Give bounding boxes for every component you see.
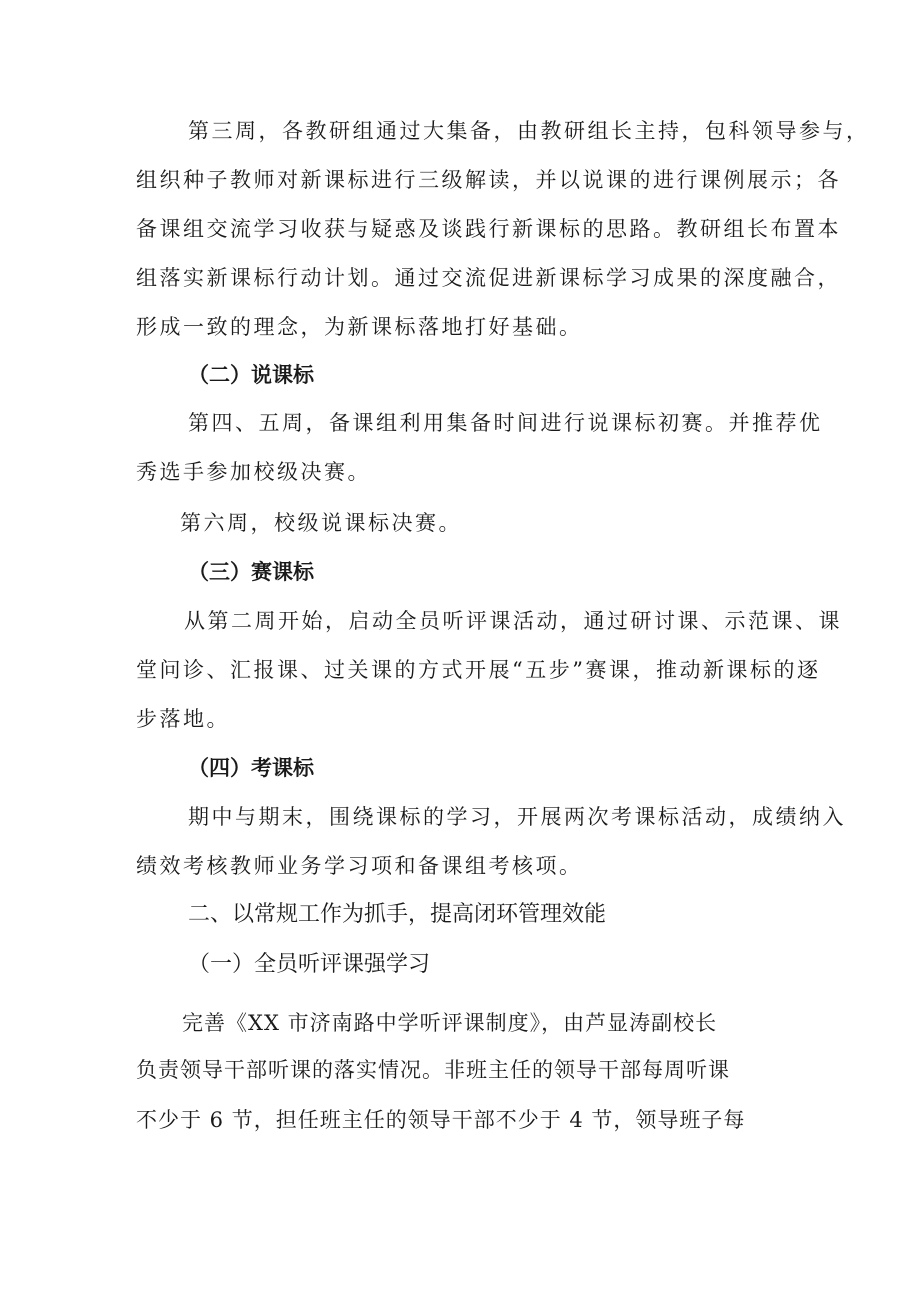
paragraph-line: 从第二周开始，启动全员听评课活动，通过研讨课、示范课、课	[184, 609, 842, 633]
paragraph-line: 完善《XX 市济南路中学听评课制度》，由芦显涛副校长	[182, 1011, 718, 1035]
paragraph-line: 第四、五周，备课组利用集备时间进行说课标初赛。并推荐优	[188, 411, 823, 435]
paragraph-line: 组织种子教师对新课标进行三级解读，并以说课的进行课例展示；各	[136, 168, 841, 192]
paragraph-line: 备课组交流学习收获与疑惑及谈践行新课标的思路。教研组长布置本	[136, 217, 841, 241]
subheading-sai-kebiao: （三）赛课标	[188, 560, 314, 584]
paragraph-line: 负责领导干部听课的落实情况。非班主任的领导干部每周听课	[136, 1058, 730, 1082]
subheading-tingping: （一）全员听评课强学习	[188, 952, 431, 977]
paragraph-line: 秀选手参加校级决赛。	[136, 460, 371, 484]
paragraph-line: 组落实新课标行动计划。通过交流促进新课标学习成果的深度融合，	[136, 266, 841, 290]
paragraph-line: 步落地。	[136, 707, 230, 731]
subheading-kao-kebiao: （四）考课标	[188, 756, 314, 780]
paragraph-line: 绩效考核教师业务学习项和备课组考核项。	[136, 854, 583, 878]
paragraph-line: 期中与期末，围绕课标的学习，开展两次考课标活动，成绩纳入	[188, 805, 846, 829]
paragraph-line: 不少于 6 节，担任班主任的领导干部不少于 4 节，领导班子每	[136, 1108, 746, 1132]
paragraph-line: 第六周，校级说课标决赛。	[180, 511, 462, 535]
paragraph-line: 第三周，各教研组通过大集备，由教研组长主持，包科领导参与，	[188, 119, 870, 143]
paragraph-line: 堂问诊、汇报课、过关课的方式开展“五步”赛课，推动新课标的逐	[136, 658, 821, 682]
paragraph-line: 形成一致的理念，为新课标落地打好基础。	[136, 315, 583, 339]
section-heading-2: 二、以常规工作为抓手，提高闭环管理效能	[188, 902, 607, 927]
subheading-shuo-kebiao: （二）说课标	[188, 363, 314, 387]
